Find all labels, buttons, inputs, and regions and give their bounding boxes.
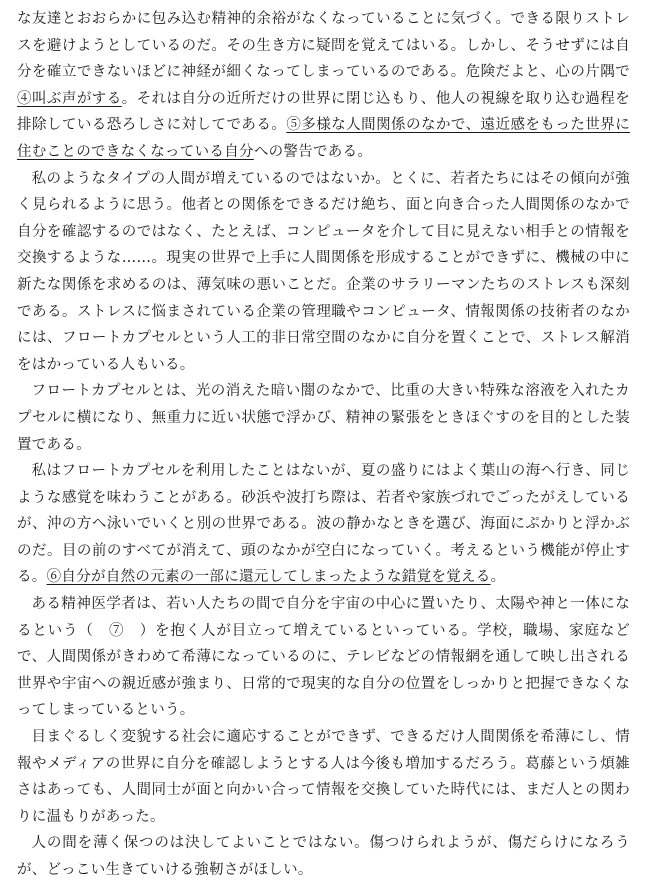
paragraph bbox=[17, 378, 630, 458]
paragraph bbox=[17, 458, 630, 591]
paragraph bbox=[17, 724, 630, 830]
text-segment: 。 bbox=[490, 569, 506, 586]
underlined-passage: ⑤多様な人間関係のなかで、遠近感をもった世界に住むことのできなくなっている自分 bbox=[17, 117, 631, 160]
text-segment: 人の間を薄く保つのは決してよいことではない。傷つけられようが、傷だらけになろうが、どっこい生きていける強靭さがほしい。 bbox=[17, 835, 630, 878]
paragraph bbox=[17, 6, 630, 166]
text-segment: 私のようなタイプの人間が増えているのではないか。とくに、若者たちにはその傾向が強く見られるように思う。他者との関係をできるだけ絶ち、面と向き合った人間関係のなかで自分を確認するのではなく、たとえば、コンピュータを介して目に見えない相手との情報を交換するような……。現実の世界で上手に人間関係を形成することができずに、機械の中に新たな関係を求めるのは、薄気味の悪いことだ。企業のサラリーマンたちのストレスも深刻である。ストレスに悩まされている企業の管理職やコンピュータ、情報関係の技術者のなかには、フロートカプセルという人工的非日常空間のなかに自分を置くことで、ストレス解消をはかっている人もいる。 bbox=[17, 170, 630, 373]
underlined-passage: ⑥自分が自然の元素の一部に還元してしまったような錯覚を覚える bbox=[46, 569, 491, 586]
paragraph bbox=[17, 166, 630, 379]
text-segment: 。それは自分の近所だけの世界に閉じ込もり、他人の視線を取り込む過程を排除している恐ろしさに対してである。 bbox=[17, 90, 630, 134]
text-segment: ある精神医学者は、若い人たちの間で自分を宇宙の中心に置いたり、太陽や神と一体になるという（ ⑦ ）を抱く人が目立って増えているといっている。学校，職場、家庭などで、人間関係がきわめて希薄になっているのに、テレビなどの情報網を通して映し出される世界や宇宙への親近感が強まり、日常的で現実的な自分の位置をしっかりと把握できなくなってしまっているという。 bbox=[17, 596, 630, 719]
paragraph bbox=[17, 591, 630, 724]
text-segment: 目まぐるしく変貌する社会に適応することができず、できるだけ人間関係を希薄にし、情報やメディアの世界に自分を確認しようとする人は今後も増加するだろう。葛藤という煩雑さはあっても、人間同士が面と向かい合って情報を交換していた時代には、まだ人との関わりに温もりがあった。 bbox=[17, 729, 630, 825]
text-segment: 私はフロートカプセルを利用したことはないが、夏の盛りにはよく葉山の海へ行き、同じような感覚を味わうことがある。砂浜や波打ち際は、若者や家族づれでごったがえしているが、沖の方へ泳いでいくと別の世界である。波の静かなときを選び、海面にぷかりと浮かぶのだ。目の前のすべてが消えて、頭のなかが空白になっていく。考えるという機能が停止する。 bbox=[17, 463, 630, 586]
text-segment: フロートカプセルとは、光の消えた暗い闇のなかで、比重の大きい特殊な溶液を入れたカプセルに横になり、無重力に近い状態で浮かび、精神の緊張をときほぐすのを目的とした装置である。 bbox=[17, 383, 630, 453]
text-segment: な友達とおおらかに包み込む精神的余裕がなくなっていることに気づく。できる限りストレスを避けようとしているのだ。その生き方に疑問を覚えてはいる。しかし、そうせずには自分を確立できないほどに神経が細くなってしまっているのである。危険だよと、心の片隅で bbox=[17, 11, 630, 81]
underlined-passage: ④叫ぶ声がする bbox=[17, 90, 122, 107]
text-segment: への警告である。 bbox=[253, 143, 373, 160]
paragraph bbox=[17, 830, 630, 883]
